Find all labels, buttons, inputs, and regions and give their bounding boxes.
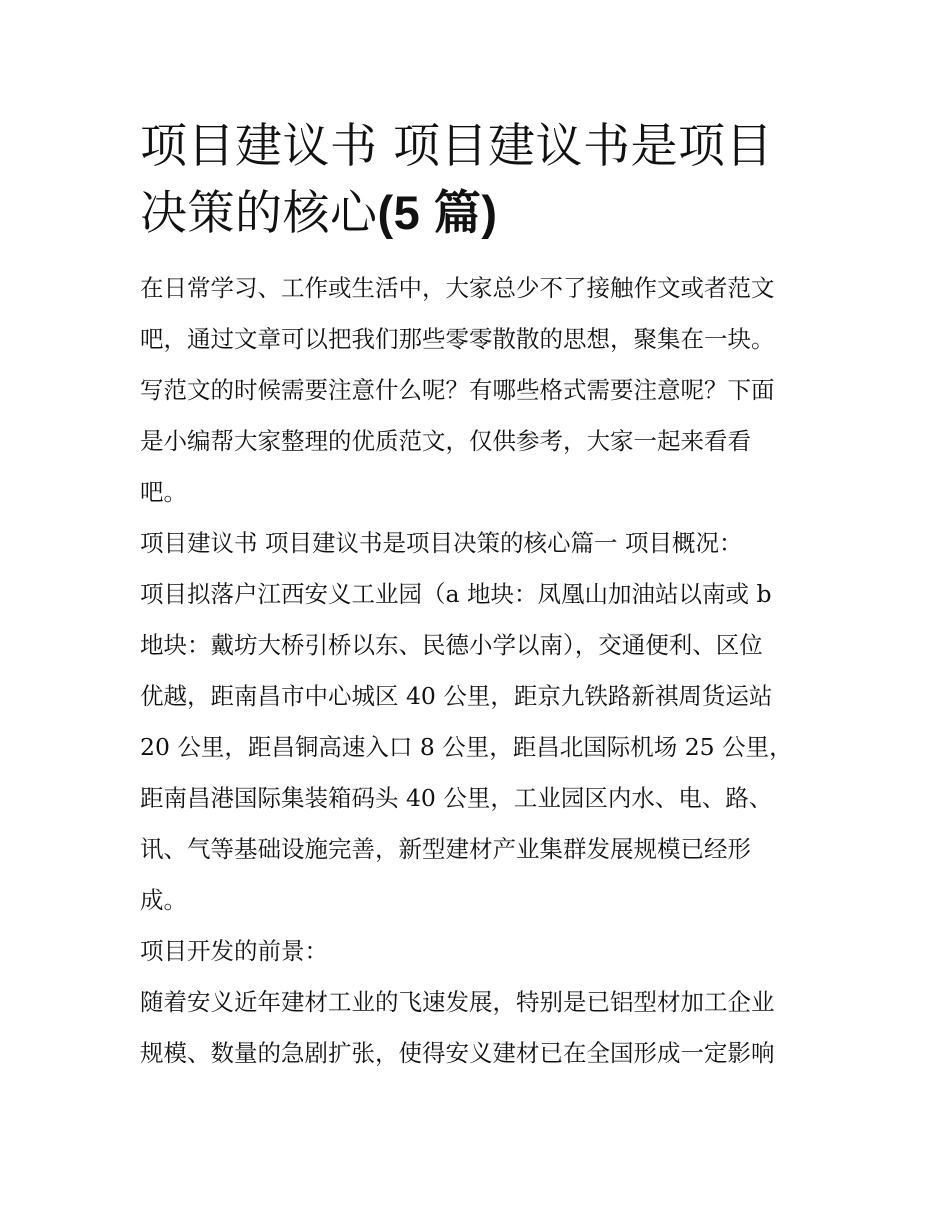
text-line: 项目拟落户江西安义工业园（a 地块：凤凰山加油站以南或 b — [140, 580, 772, 608]
paragraph-intro — [140, 263, 820, 518]
text-line: 成。 — [140, 886, 187, 914]
title-count: (5 篇) — [377, 186, 498, 239]
text-line: 是小编帮大家整理的优质范文，仅供参考，大家一起来看看 — [140, 427, 751, 455]
text-line: 讯、气等基础设施完善，新型建材产业集群发展规模已经形 — [140, 835, 751, 863]
text-line: 项目开发的前景： — [140, 937, 328, 965]
text-line: 吧。 — [140, 478, 187, 506]
text-line: 规模、数量的急剧扩张，使得安义建材已在全国形成一定影响 — [140, 1039, 775, 1067]
text-line: 吧，通过文章可以把我们那些零零散散的思想，聚集在一块。 — [140, 325, 775, 353]
text-line: 写范文的时候需要注意什么呢？有哪些格式需要注意呢？下面 — [140, 376, 775, 404]
title-line-text: 决策的核心 — [140, 186, 378, 241]
text-line: 优越，距南昌市中心城区 40 公里，距京九铁路新祺周货运站 — [140, 682, 773, 710]
document-title — [140, 114, 820, 247]
paragraph-section-heading — [140, 518, 820, 569]
text-line: 地块：戴坊大桥引桥以东、民德小学以南），交通便利、区位 — [140, 631, 763, 659]
text-line: 随着安义近年建材工业的飞速发展，特别是已铝型材加工企业 — [140, 988, 775, 1016]
paragraph-prospect-heading — [140, 926, 820, 977]
document-body — [140, 263, 820, 1079]
paragraph-project-overview — [140, 569, 820, 926]
text-line: 在日常学习、工作或生活中，大家总少不了接触作文或者范文 — [140, 274, 775, 302]
text-line: 项目建议书 项目建议书是项目决策的核心篇一 项目概况： — [140, 529, 743, 557]
title-line: 项目建议书 项目建议书是项目 — [140, 119, 773, 174]
text-line: 20 公里，距昌铜高速入口 8 公里，距昌北国际机场 25 公里， — [140, 733, 793, 761]
paragraph-prospect — [140, 977, 820, 1079]
title-line — [140, 180, 820, 247]
text-line: 距南昌港国际集装箱码头 40 公里，工业园区内水、电、路、 — [140, 784, 773, 812]
document-content — [140, 114, 820, 1079]
